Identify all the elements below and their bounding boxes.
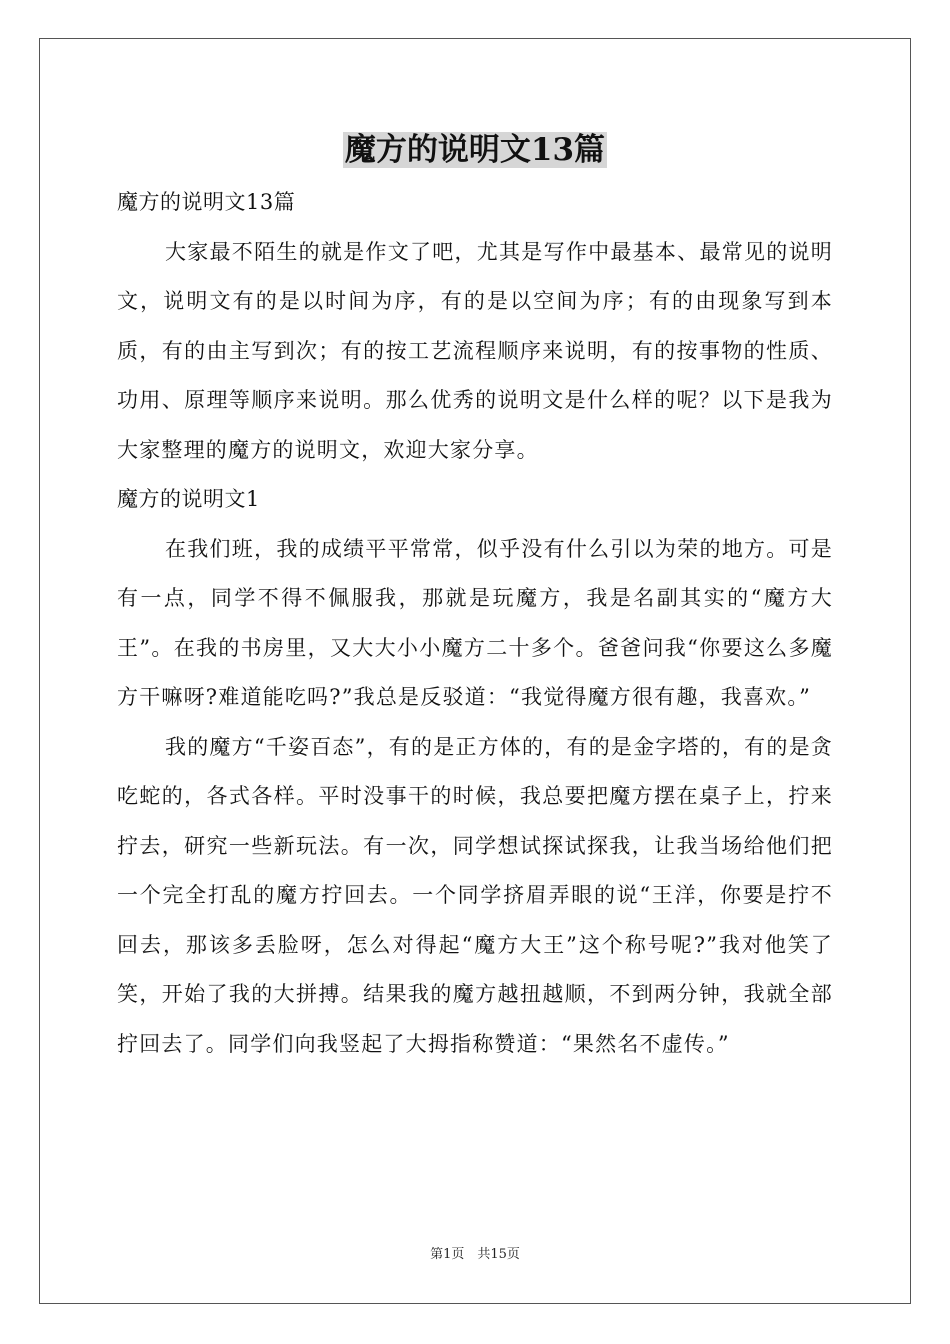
document-subtitle: 魔方的说明文13篇 [117, 190, 296, 214]
section-heading: 魔方的说明文1 [117, 487, 260, 511]
intro-paragraph: 大家最不陌生的就是作文了吧，尤其是写作中最基本、最常见的说明文，说明文有的是以时间为序，有的是以空间为序；有的由现象写到本质，有的由主写到次；有的按工艺流程顺序来说明，有的按事物的性质、功用、原理等顺序来说明。那么优秀的说明文是什么样的呢？以下是我为大家整理的魔方的说明文，欢迎大家分享。 [117, 239, 833, 462]
body-paragraph: 在我们班，我的成绩平平常常，似乎没有什么引以为荣的地方。可是有一点，同学不得不佩服我，那就是玩魔方，我是名副其实的“魔方大王”。在我的书房里，又大大小小魔方二十多个。爸爸问我“你要这么多魔方干嘛呀?难道能吃吗?”我总是反驳道：“我觉得魔方很有趣，我喜欢。” [117, 536, 833, 709]
body-paragraph: 我的魔方“千姿百态”，有的是正方体的，有的是金字塔的，有的是贪吃蛇的，各式各样。平时没事干的时候，我总要把魔方摆在桌子上，拧来拧去，研究一些新玩法。有一次，同学想试探试探我，让我当场给他们把一个完全打乱的魔方拧回去。一个同学挤眉弄眼的说“王洋，你要是拧不回去，那该多丢脸呀，怎么对得起“魔方大王”这个称号呢?”我对他笑了笑，开始了我的大拼搏。结果我的魔方越扭越顺，不到两分钟，我就全部拧回去了。同学们向我竖起了大拇指称赞道：“果然名不虚传。” [117, 734, 833, 1056]
document-title [0, 128, 950, 172]
page-number-footer: 第1页 共15页 [430, 1247, 520, 1262]
document-title-text: 魔方的说明文13篇 [344, 132, 606, 168]
document-body [117, 178, 833, 1069]
